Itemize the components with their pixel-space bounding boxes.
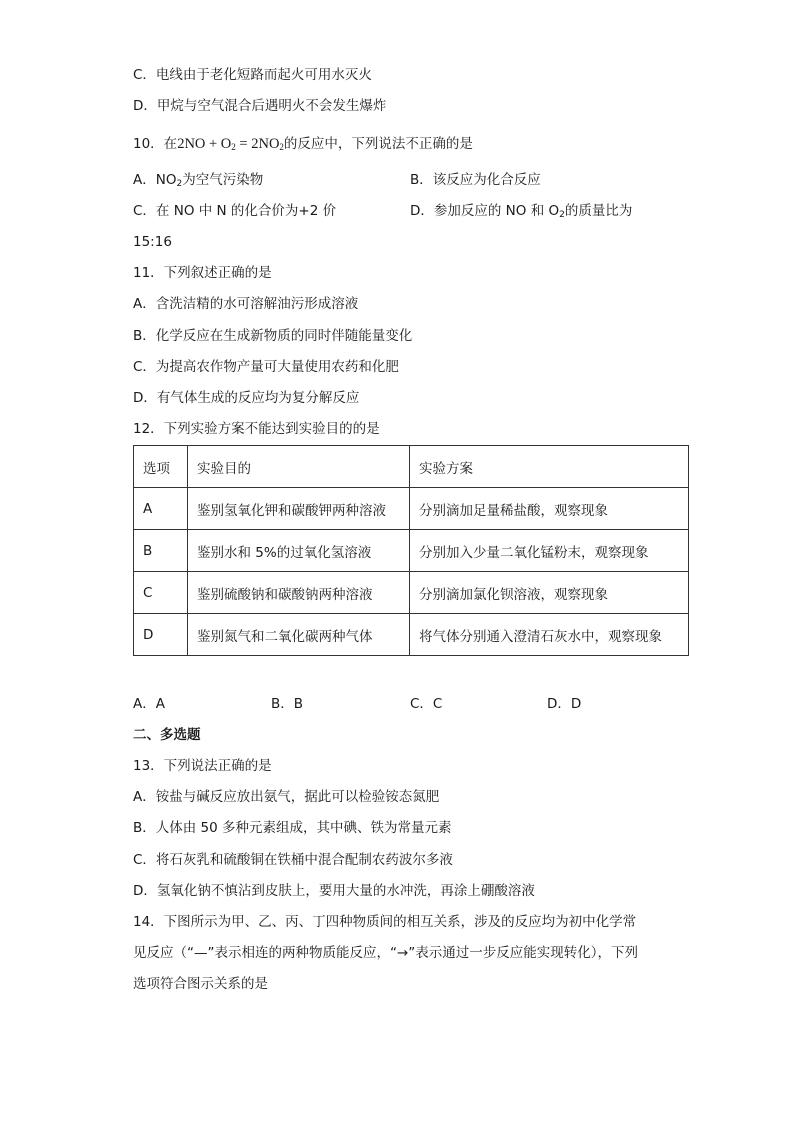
q10-stem [133,134,473,157]
table-row [134,488,689,530]
table-cell: 分别加入少量二氧化锰粉末，观察现象 [410,530,689,572]
q12-option-b: B．B [271,696,304,712]
q14-stem-line-3: 选项符合图示关系的是 [133,976,268,992]
q10-prefix: 10．在 [133,136,178,152]
q9-option-c: C．电线由于老化短路而起火可用水灭火 [133,67,372,83]
table-row [134,530,689,572]
q13-option-c: C．将石灰乳和硫酸铜在铁桶中混合配制农药波尔多液 [133,852,453,868]
table-cell: A [134,488,188,530]
q14-stem-line-2: 见反应（“—”表示相连的两种物质能反应，“→”表示通过一步反应能实现转化），下列 [133,945,639,961]
q10-equation: $2NO + O_2 = 2NO_2$ [177,136,284,152]
q13-option-a: A．铵盐与碱反应放出氨气，据此可以检验铵态氮肥 [133,789,440,805]
q11-option-d: D．有气体生成的反应均为复分解反应 [133,390,360,406]
q11-option-c: C．为提高农作物产量可大量使用农药和化肥 [133,359,399,375]
table-header-cell: 选项 [134,446,188,488]
q10-option-b: B．该反应为化合反应 [410,172,541,188]
table-header-cell: 实验目的 [188,446,410,488]
table-cell: 分别滴加氯化钡溶液，观察现象 [410,572,689,614]
table-cell: 鉴别水和 5%的过氧化氢溶液 [188,530,410,572]
q13-stem: 13．下列说法正确的是 [133,758,272,774]
q13-option-b: B．人体由 50 多种元素组成，其中碘、铁为常量元素 [133,820,452,836]
q10-suffix: 的反应中，下列说法不正确的是 [283,136,473,152]
table-row [134,614,689,656]
table-row [134,572,689,614]
q11-option-b: B．化学反应在生成新物质的同时伴随能量变化 [133,328,413,344]
q12-option-c: C．C [410,696,443,712]
table-cell: 分别滴加足量稀盐酸，观察现象 [410,488,689,530]
table-header-row [134,446,689,488]
q10-option-a: A．$NO_2$为空气污染物 [133,172,264,189]
q12-stem: 12．下列实验方案不能达到实验目的的是 [133,421,380,437]
q10-option-c: C．在 NO 中 N 的化合价为+2 价 [133,203,337,219]
table-cell: 鉴别硫酸钠和碳酸钠两种溶液 [188,572,410,614]
table-cell: 将气体分别通入澄清石灰水中，观察现象 [410,614,689,656]
q11-option-a: A．含洗洁精的水可溶解油污形成溶液 [133,296,359,312]
experiment-table [133,445,689,656]
q11-stem: 11．下列叙述正确的是 [133,265,272,281]
table-cell: 鉴别氢氧化钾和碳酸钾两种溶液 [188,488,410,530]
table-cell: C [134,572,188,614]
table-header-cell: 实验方案 [410,446,689,488]
q12-option-d: D．D [547,696,582,712]
table-cell: D [134,614,188,656]
table-cell: B [134,530,188,572]
q14-stem-line-1: 14．下图所示为甲、乙、丙、丁四种物质间的相互关系，涉及的反应均为初中化学常 [133,914,637,930]
section-heading: 二、多选题 [133,727,201,743]
q13-option-d: D．氢氧化钠不慎沾到皮肤上，要用大量的水冲洗，再涂上硼酸溶液 [133,883,535,899]
q10-option-d: D．参加反应的 NO 和 $O_2$的质量比为 [410,203,633,220]
table-cell: 鉴别氮气和二氧化碳两种气体 [188,614,410,656]
q12-option-a: A．A [133,696,165,712]
q10-option-d-continued: 15:16 [133,234,172,250]
q9-option-d: D．甲烷与空气混合后遇明火不会发生爆炸 [133,98,387,114]
